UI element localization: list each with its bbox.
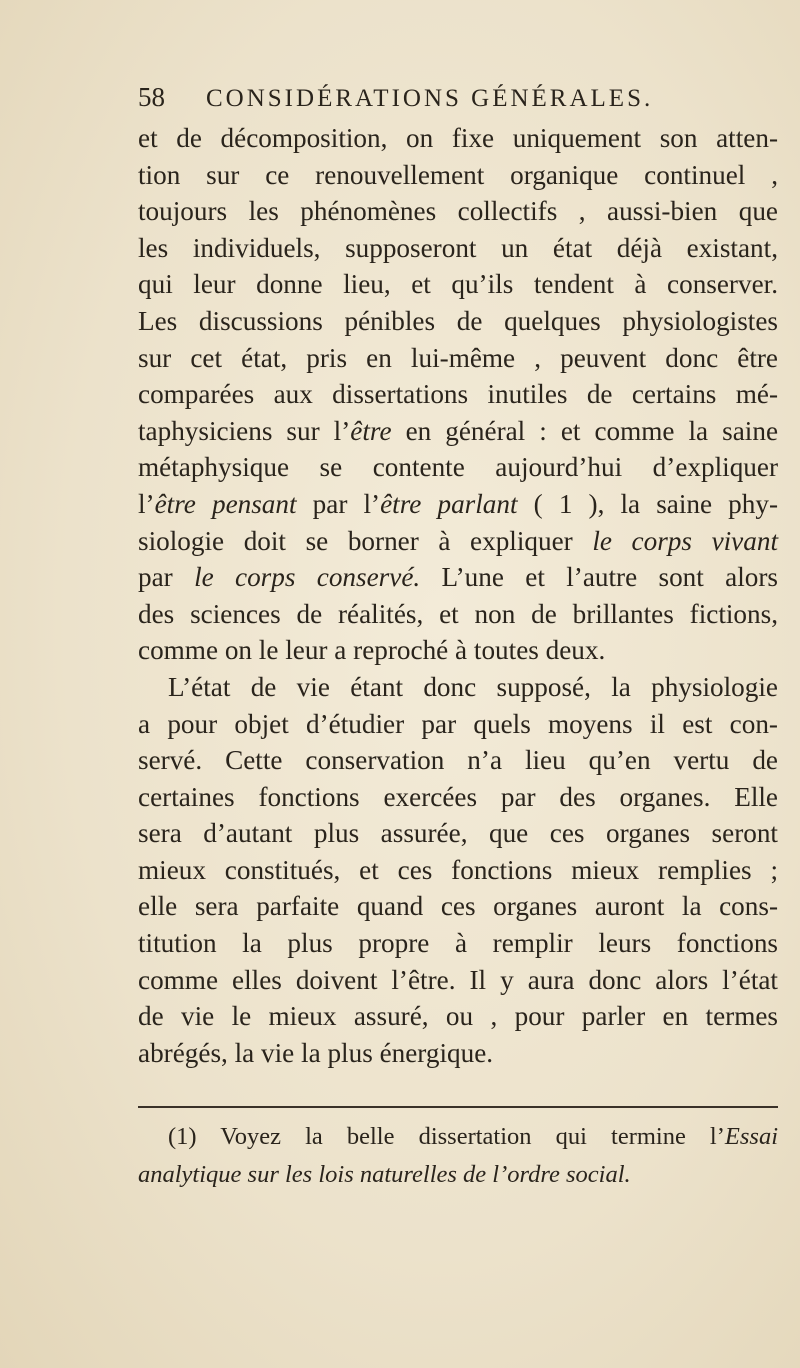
text-line: certaines fonctions exercées par des organes. Elle [138, 781, 778, 812]
running-head [138, 82, 778, 122]
text-run: siologie doit se borner à expliquer [138, 525, 593, 556]
text-line: et de décomposition, on fixe uniquement son atten- [138, 123, 778, 153]
text-line: tion sur ce renouvellement organique continuel , [138, 159, 778, 190]
text-line: de vie le mieux assuré, ou , pour parler en termes [138, 1001, 778, 1032]
text-line: les individuels, supposeront un état déjà existant, [138, 232, 778, 263]
text-line: qui leur donne lieu, et qu’ils tendent à conserver. [138, 269, 778, 300]
text-line: a pour objet d’étudier par quels moyens il est con- [138, 708, 778, 739]
text-line: comme elles doivent l’être. Il y aura donc alors l’état [138, 964, 778, 995]
text-line: comme on le leur a reproché à toutes deux. [138, 635, 606, 666]
text-line: comparées aux dissertations inutiles de certains mé- [138, 379, 778, 410]
text-line: abrégés, la vie la plus énergique. [138, 1037, 494, 1068]
text-line: titution la plus propre à remplir leurs fonctions [138, 928, 778, 959]
text-run: par [138, 562, 195, 593]
text-run: L’une et l’autre sont alors [420, 562, 779, 593]
text-line [138, 559, 778, 596]
italic-term: être parlant [380, 488, 518, 519]
text-run: en général : et comme la saine [391, 415, 779, 446]
footnote-ref: ( 1 ), la saine phy- [517, 488, 778, 519]
footnote [138, 1118, 778, 1194]
text-line: L’état de vie étant donc supposé, la physiologie [168, 671, 778, 702]
body-text [138, 120, 778, 1071]
text-line [138, 486, 778, 523]
text-line: servé. Cette conservation n’a lieu qu’en vertu de [138, 745, 778, 776]
text-line: mieux constitués, et ces fonctions mieux remplies ; [138, 854, 778, 885]
text-line: Les discussions pénibles de quelques physiologistes [138, 305, 778, 336]
text-line: métaphysique se contente aujourd’hui d’expliquer [138, 452, 778, 483]
italic-term: Essai [724, 1123, 778, 1150]
text-run: l’ [138, 488, 155, 519]
text-run: (1) Voyez la belle dissertation qui termine l’ [168, 1123, 725, 1150]
text-line: elle sera parfaite quand ces organes auront la cons- [138, 891, 778, 922]
running-head-title: CONSIDÉRATIONS GÉNÉRALES. [206, 85, 654, 112]
italic-term: être [350, 415, 392, 446]
italic-term: être pensant [154, 488, 297, 519]
text-line: des sciences de réalités, et non de brillantes fictions, [138, 598, 778, 629]
text-run: taphysiciens sur l’ [138, 415, 351, 446]
text-line: sera d’autant plus assurée, que ces organes seront [138, 818, 778, 849]
italic-term: le corps conservé. [194, 562, 421, 593]
text-line [138, 413, 778, 450]
text-line [138, 523, 778, 560]
page-number: 58 [138, 82, 165, 112]
text-line: sur cet état, pris en lui-même , peuvent donc être [138, 342, 778, 373]
text-run: par l’ [296, 488, 381, 519]
footnote-rule [138, 1106, 778, 1108]
footnote-line [138, 1118, 778, 1156]
italic-term: le corps vivant [592, 525, 778, 556]
footnote-line: analytique sur les lois naturelles de l’ordre social. [138, 1161, 631, 1188]
text-line: toujours les phénomènes collectifs , aussi-bien que [138, 196, 778, 227]
